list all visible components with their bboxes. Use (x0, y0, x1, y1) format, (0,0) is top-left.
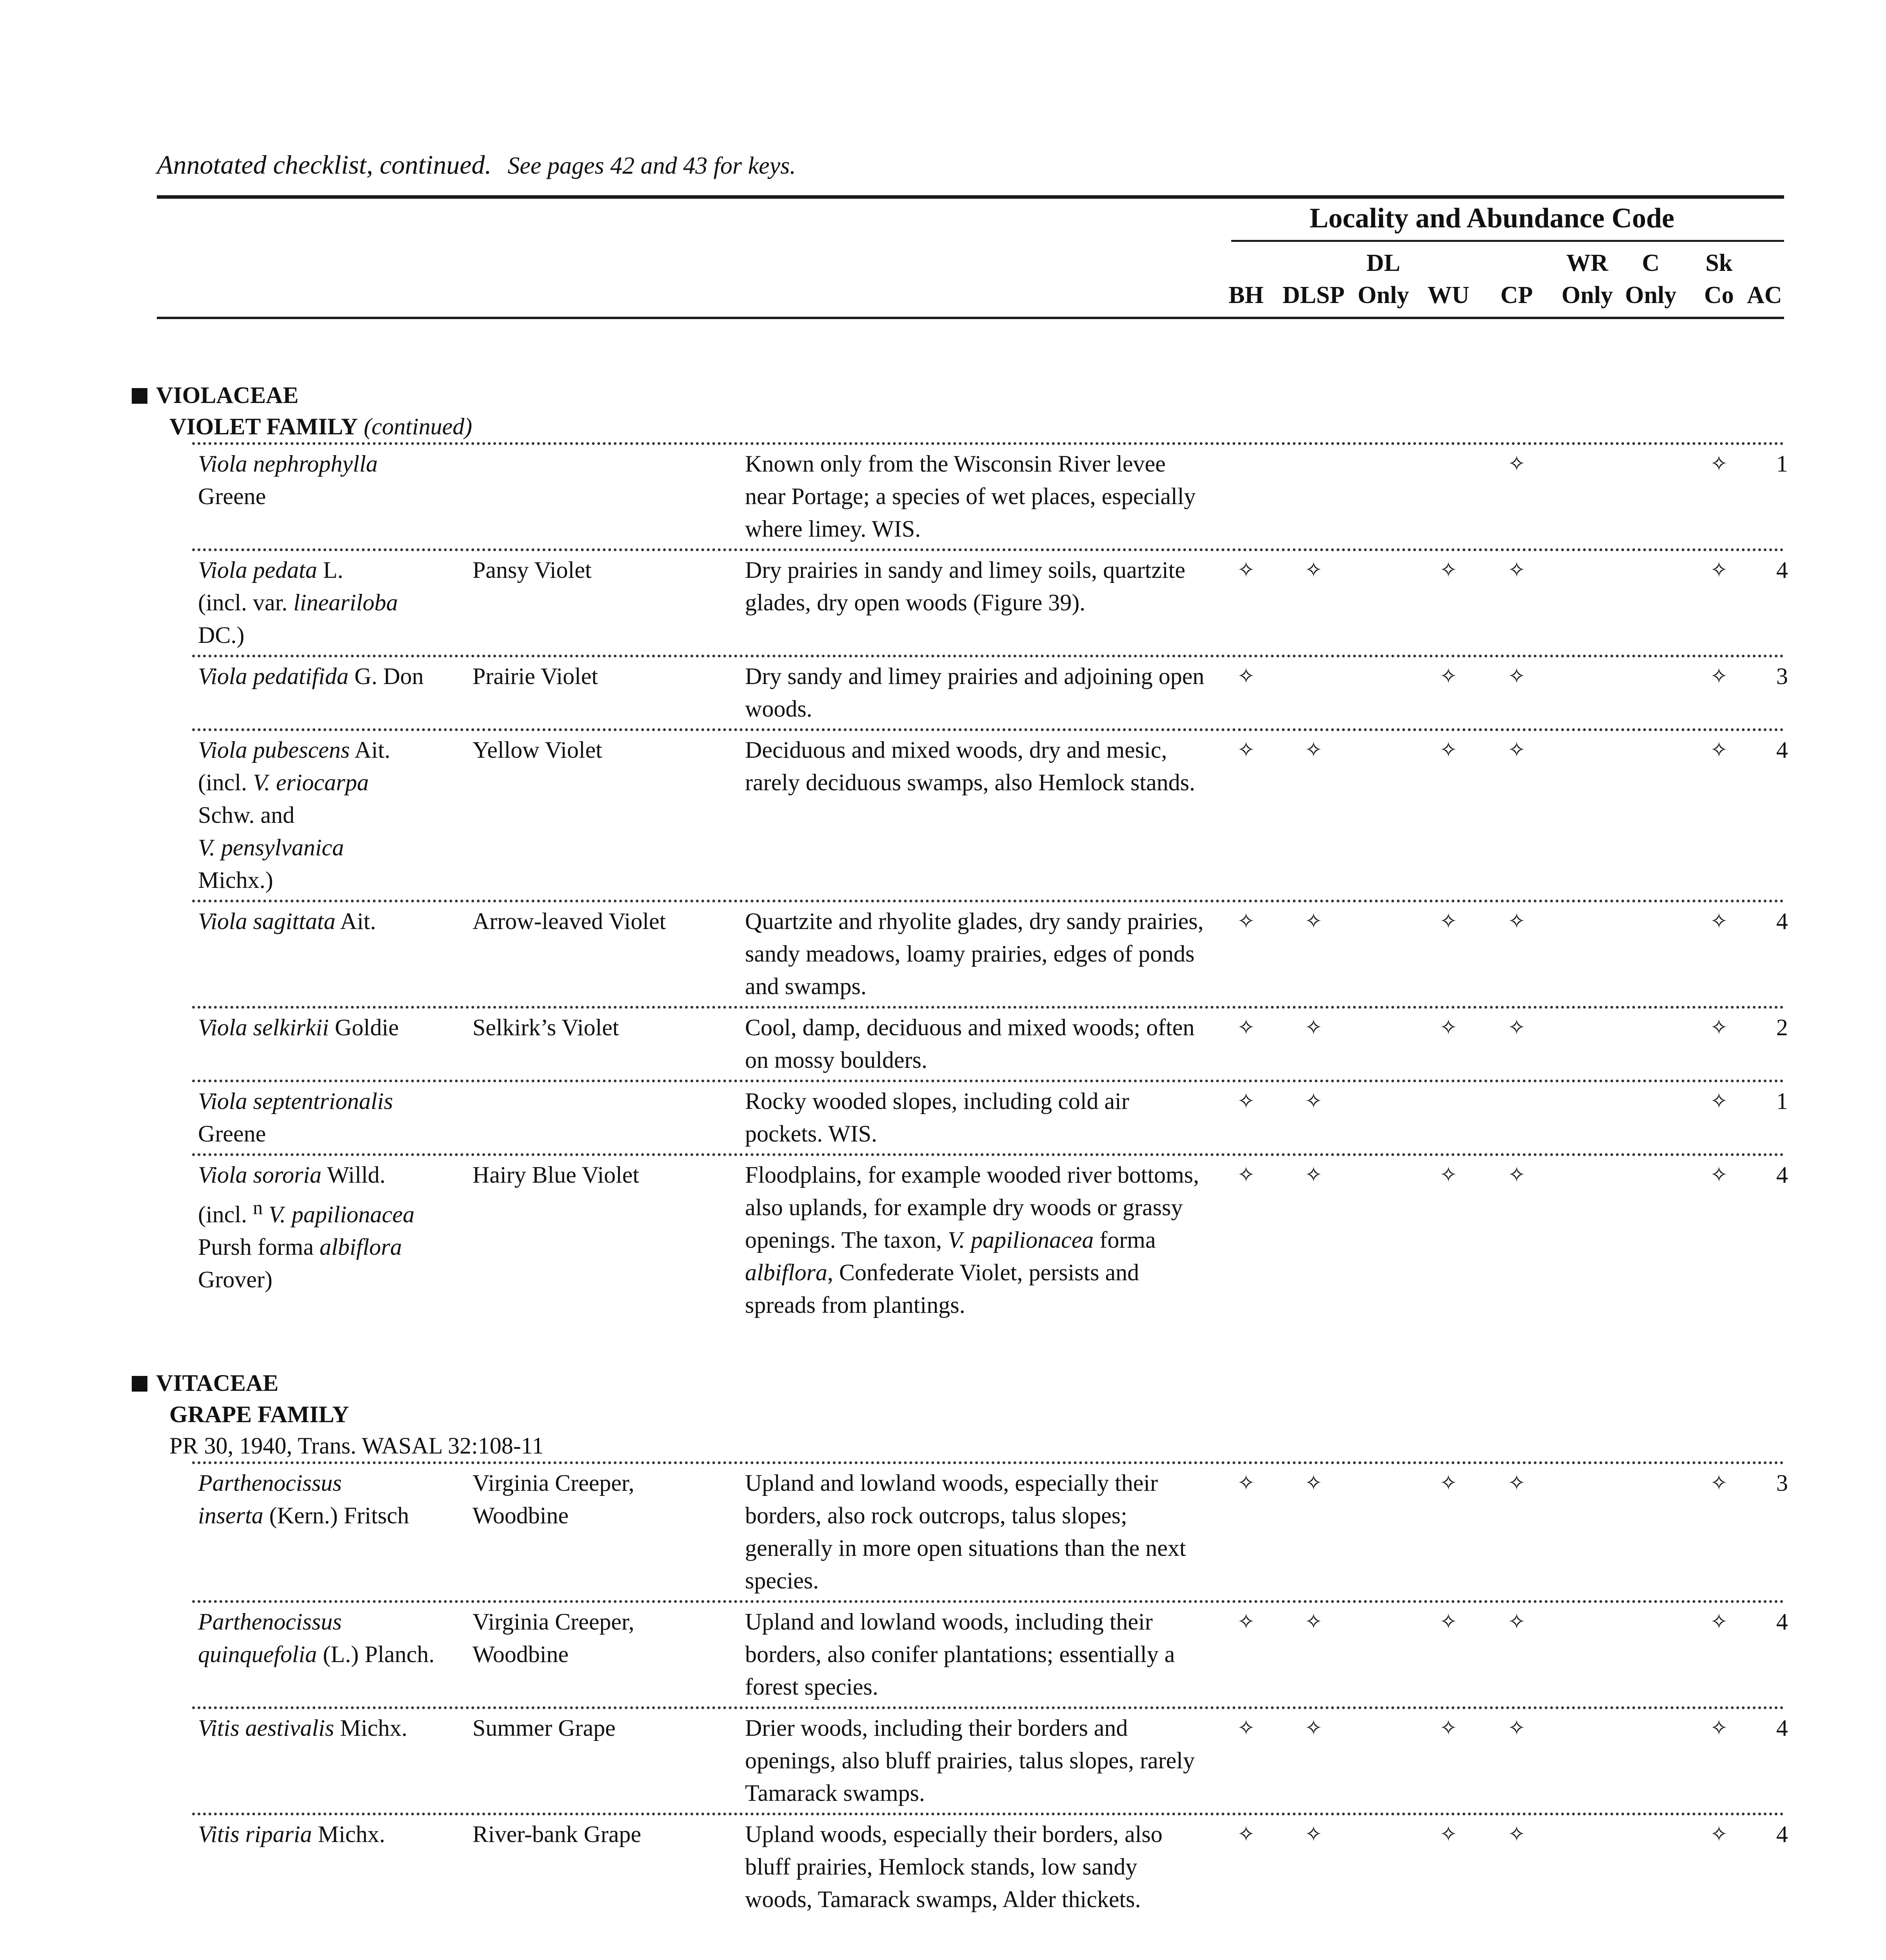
occurrence-diamond-icon: ✧ (1237, 1471, 1255, 1495)
occurrence-diamond-icon: ✧ (1710, 1610, 1728, 1633)
occurrence-diamond-icon: ✧ (1237, 1716, 1255, 1740)
species-scientific-name: Viola pubescens Ait. (incl. V. eriocarpa Schw. and V. pensylvanica Michx.) (198, 737, 391, 893)
header-col-bottom: CP (1500, 282, 1533, 309)
occurrence-diamond-icon: ✧ (1710, 738, 1728, 762)
species-habitat: Cool, damp, deciduous and mixed woods; often on mossy boulders. (745, 1014, 1195, 1073)
family-name-text: VIOLACEAE (156, 382, 299, 408)
occurrence-diamond-icon: ✧ (1710, 1089, 1728, 1113)
species-habitat: Upland and lowland woods, including their borders, also conifer plantations; essentially a forest species. (745, 1609, 1175, 1700)
row-separator (192, 1153, 1784, 1156)
occurrence-diamond-icon: ✧ (1439, 1822, 1457, 1846)
occurrence-diamond-icon: ✧ (1508, 452, 1526, 475)
family-common-text: VIOLET FAMILY (169, 414, 358, 439)
row-separator (192, 1706, 1784, 1709)
row-separator (192, 442, 1784, 445)
abundance-code: 1 (1776, 1088, 1788, 1114)
header-subrule (1231, 240, 1784, 242)
occurrence-diamond-icon: ✧ (1439, 558, 1457, 582)
family-reference: PR 30, 1940, Trans. WASAL 32:108-11 (169, 1433, 544, 1459)
row-separator (192, 1080, 1784, 1082)
occurrence-diamond-icon: ✧ (1710, 1016, 1728, 1039)
family-common-name (169, 415, 472, 438)
species-scientific-name: Viola nephrophylla Greene (198, 451, 378, 509)
occurrence-diamond-icon: ✧ (1237, 909, 1255, 933)
species-habitat: Rocky wooded slopes, including cold air pockets. WIS. (745, 1088, 1129, 1147)
species-common-name: Hairy Blue Violet (472, 1162, 640, 1188)
occurrence-diamond-icon: ✧ (1439, 1163, 1457, 1187)
family-common-name (169, 1403, 349, 1426)
abundance-code: 4 (1776, 1609, 1788, 1635)
header-col-bottom: DLSP (1282, 282, 1345, 309)
species-habitat: Dry sandy and limey prairies and adjoining open woods. (745, 663, 1205, 722)
species-scientific-name: Viola pedata L. (incl. var. lineariloba DC.) (198, 557, 398, 648)
header-col-bottom: Co (1704, 282, 1734, 309)
species-scientific-name: Viola selkirkii Goldie (198, 1014, 399, 1040)
occurrence-diamond-icon: ✧ (1710, 1822, 1728, 1846)
occurrence-diamond-icon: ✧ (1305, 1163, 1323, 1187)
row-separator (192, 548, 1784, 551)
occurrence-diamond-icon: ✧ (1305, 558, 1323, 582)
occurrence-diamond-icon: ✧ (1439, 1016, 1457, 1039)
occurrence-diamond-icon: ✧ (1237, 1610, 1255, 1633)
header-col-top: C (1642, 250, 1660, 276)
row-separator (192, 900, 1784, 902)
occurrence-diamond-icon: ✧ (1237, 558, 1255, 582)
occurrence-diamond-icon: ✧ (1237, 1089, 1255, 1113)
occurrence-diamond-icon: ✧ (1439, 738, 1457, 762)
species-habitat: Quartzite and rhyolite glades, dry sandy prairies, sandy meadows, loamy prairies, edges of ponds and swamps. (745, 908, 1204, 999)
species-habitat: Upland woods, especially their borders, also bluff prairies, Hemlock stands, low sandy woods, Tamarack swamps, Alder thickets. (745, 1821, 1163, 1912)
occurrence-diamond-icon: ✧ (1439, 1716, 1457, 1740)
family-bullet-icon (132, 388, 147, 404)
row-separator (192, 728, 1784, 731)
abundance-code: 4 (1776, 1821, 1788, 1847)
species-habitat: Floodplains, for example wooded river bottoms, also uplands, for example dry woods or grassy openings. The taxon, V. papilionacea forma albiflora, Confederate Violet, persists and spreads from plantings. (745, 1162, 1199, 1318)
occurrence-diamond-icon: ✧ (1710, 1471, 1728, 1495)
occurrence-diamond-icon: ✧ (1710, 558, 1728, 582)
top-rule (157, 195, 1784, 199)
species-common-name: Virginia Creeper, Woodbine (472, 1470, 634, 1528)
species-scientific-name: Viola septentrionalis Greene (198, 1088, 393, 1147)
occurrence-diamond-icon: ✧ (1710, 1716, 1728, 1740)
occurrence-diamond-icon: ✧ (1710, 452, 1728, 475)
species-habitat: Upland and lowland woods, especially their borders, also rock outcrops, talus slopes; generally in more open situations than the next species. (745, 1470, 1186, 1593)
occurrence-diamond-icon: ✧ (1237, 664, 1255, 688)
family-common-suffix: (continued) (358, 414, 472, 439)
occurrence-diamond-icon: ✧ (1710, 909, 1728, 933)
species-common-name: Yellow Violet (472, 737, 602, 763)
header-col-bottom: WU (1427, 282, 1470, 309)
abundance-code: 4 (1776, 908, 1788, 934)
abundance-code: 1 (1776, 451, 1788, 477)
species-scientific-name: Vitis riparia Michx. (198, 1821, 385, 1847)
abundance-code: 4 (1776, 1162, 1788, 1188)
row-separator (192, 655, 1784, 657)
species-common-name: Arrow-leaved Violet (472, 908, 666, 934)
occurrence-diamond-icon: ✧ (1508, 1716, 1526, 1740)
occurrence-diamond-icon: ✧ (1508, 664, 1526, 688)
species-habitat: Dry prairies in sandy and limey soils, quartzite glades, dry open woods (Figure 39). (745, 557, 1186, 615)
occurrence-diamond-icon: ✧ (1305, 909, 1323, 933)
occurrence-diamond-icon: ✧ (1508, 1822, 1526, 1846)
occurrence-diamond-icon: ✧ (1508, 1163, 1526, 1187)
header-col-top: DL (1366, 250, 1401, 276)
occurrence-diamond-icon: ✧ (1305, 1716, 1323, 1740)
species-scientific-name: Vitis aestivalis Michx. (198, 1715, 407, 1741)
caption-main: Annotated checklist, continued. (157, 150, 492, 180)
species-common-name: River-bank Grape (472, 1821, 641, 1847)
occurrence-diamond-icon: ✧ (1508, 909, 1526, 933)
header-col-top: WR (1566, 250, 1608, 276)
species-habitat: Known only from the Wisconsin River levee near Portage; a species of wet places, especially where limey. WIS. (745, 451, 1196, 542)
occurrence-diamond-icon: ✧ (1305, 1610, 1323, 1633)
occurrence-diamond-icon: ✧ (1439, 909, 1457, 933)
family-common-text: GRAPE FAMILY (169, 1401, 349, 1427)
header-col-top: Sk (1705, 250, 1733, 276)
family-bullet-icon (132, 1376, 147, 1392)
header-col-bottom: Only (1625, 282, 1677, 309)
header-col-bottom: BH (1228, 282, 1264, 309)
row-separator (192, 1461, 1784, 1464)
species-habitat: Drier woods, including their borders and openings, also bluff prairies, talus slopes, rarely Tamarack swamps. (745, 1715, 1195, 1806)
occurrence-diamond-icon: ✧ (1508, 558, 1526, 582)
abundance-code: 3 (1776, 663, 1788, 689)
occurrence-diamond-icon: ✧ (1508, 1016, 1526, 1039)
occurrence-diamond-icon: ✧ (1237, 738, 1255, 762)
occurrence-diamond-icon: ✧ (1710, 1163, 1728, 1187)
species-common-name: Virginia Creeper, Woodbine (472, 1609, 634, 1667)
species-habitat: Deciduous and mixed woods, dry and mesic, rarely deciduous swamps, also Hemlock stands. (745, 737, 1196, 795)
header-bottom-rule (157, 317, 1784, 319)
header-col-bottom: AC (1747, 282, 1782, 309)
family-name (132, 383, 298, 407)
abundance-code: 3 (1776, 1470, 1788, 1496)
occurrence-diamond-icon: ✧ (1508, 1610, 1526, 1633)
species-scientific-name: Parthenocissus quinquefolia (L.) Planch. (198, 1609, 435, 1667)
row-separator (192, 1006, 1784, 1009)
occurrence-diamond-icon: ✧ (1439, 1471, 1457, 1495)
occurrence-diamond-icon: ✧ (1439, 664, 1457, 688)
occurrence-diamond-icon: ✧ (1508, 738, 1526, 762)
species-common-name: Selkirk’s Violet (472, 1014, 619, 1040)
abundance-code: 4 (1776, 737, 1788, 763)
caption-sub: See pages 42 and 43 for keys. (507, 152, 796, 179)
occurrence-diamond-icon: ✧ (1508, 1471, 1526, 1495)
occurrence-diamond-icon: ✧ (1305, 1471, 1323, 1495)
species-common-name: Summer Grape (472, 1715, 616, 1741)
occurrence-diamond-icon: ✧ (1710, 664, 1728, 688)
family-name (132, 1371, 278, 1395)
row-separator (192, 1813, 1784, 1815)
species-scientific-name: Viola sororia Willd. (incl. $^n$ V. papilionacea Pursh forma albiflora Grover) (198, 1162, 415, 1292)
species-scientific-name: Parthenocissus inserta (Kern.) Fritsch (198, 1470, 409, 1528)
row-separator (192, 1600, 1784, 1603)
abundance-code: 4 (1776, 557, 1788, 583)
occurrence-diamond-icon: ✧ (1237, 1016, 1255, 1039)
header-col-bottom: Only (1357, 282, 1409, 309)
occurrence-diamond-icon: ✧ (1439, 1610, 1457, 1633)
occurrence-diamond-icon: ✧ (1305, 738, 1323, 762)
species-common-name: Pansy Violet (472, 557, 592, 583)
family-name-text: VITACEAE (156, 1370, 279, 1396)
occurrence-diamond-icon: ✧ (1305, 1016, 1323, 1039)
species-scientific-name: Viola pedatifida G. Don (198, 663, 424, 689)
abundance-code: 4 (1776, 1715, 1788, 1741)
occurrence-diamond-icon: ✧ (1305, 1089, 1323, 1113)
occurrence-diamond-icon: ✧ (1305, 1822, 1323, 1846)
occurrence-diamond-icon: ✧ (1237, 1163, 1255, 1187)
species-scientific-name: Viola sagittata Ait. (198, 908, 376, 934)
occurrence-diamond-icon: ✧ (1237, 1822, 1255, 1846)
locality-header-title: Locality and Abundance Code (1310, 202, 1675, 234)
header-col-bottom: Only (1561, 282, 1613, 309)
abundance-code: 2 (1776, 1014, 1788, 1040)
species-common-name: Prairie Violet (472, 663, 598, 689)
checklist-caption (157, 151, 796, 178)
